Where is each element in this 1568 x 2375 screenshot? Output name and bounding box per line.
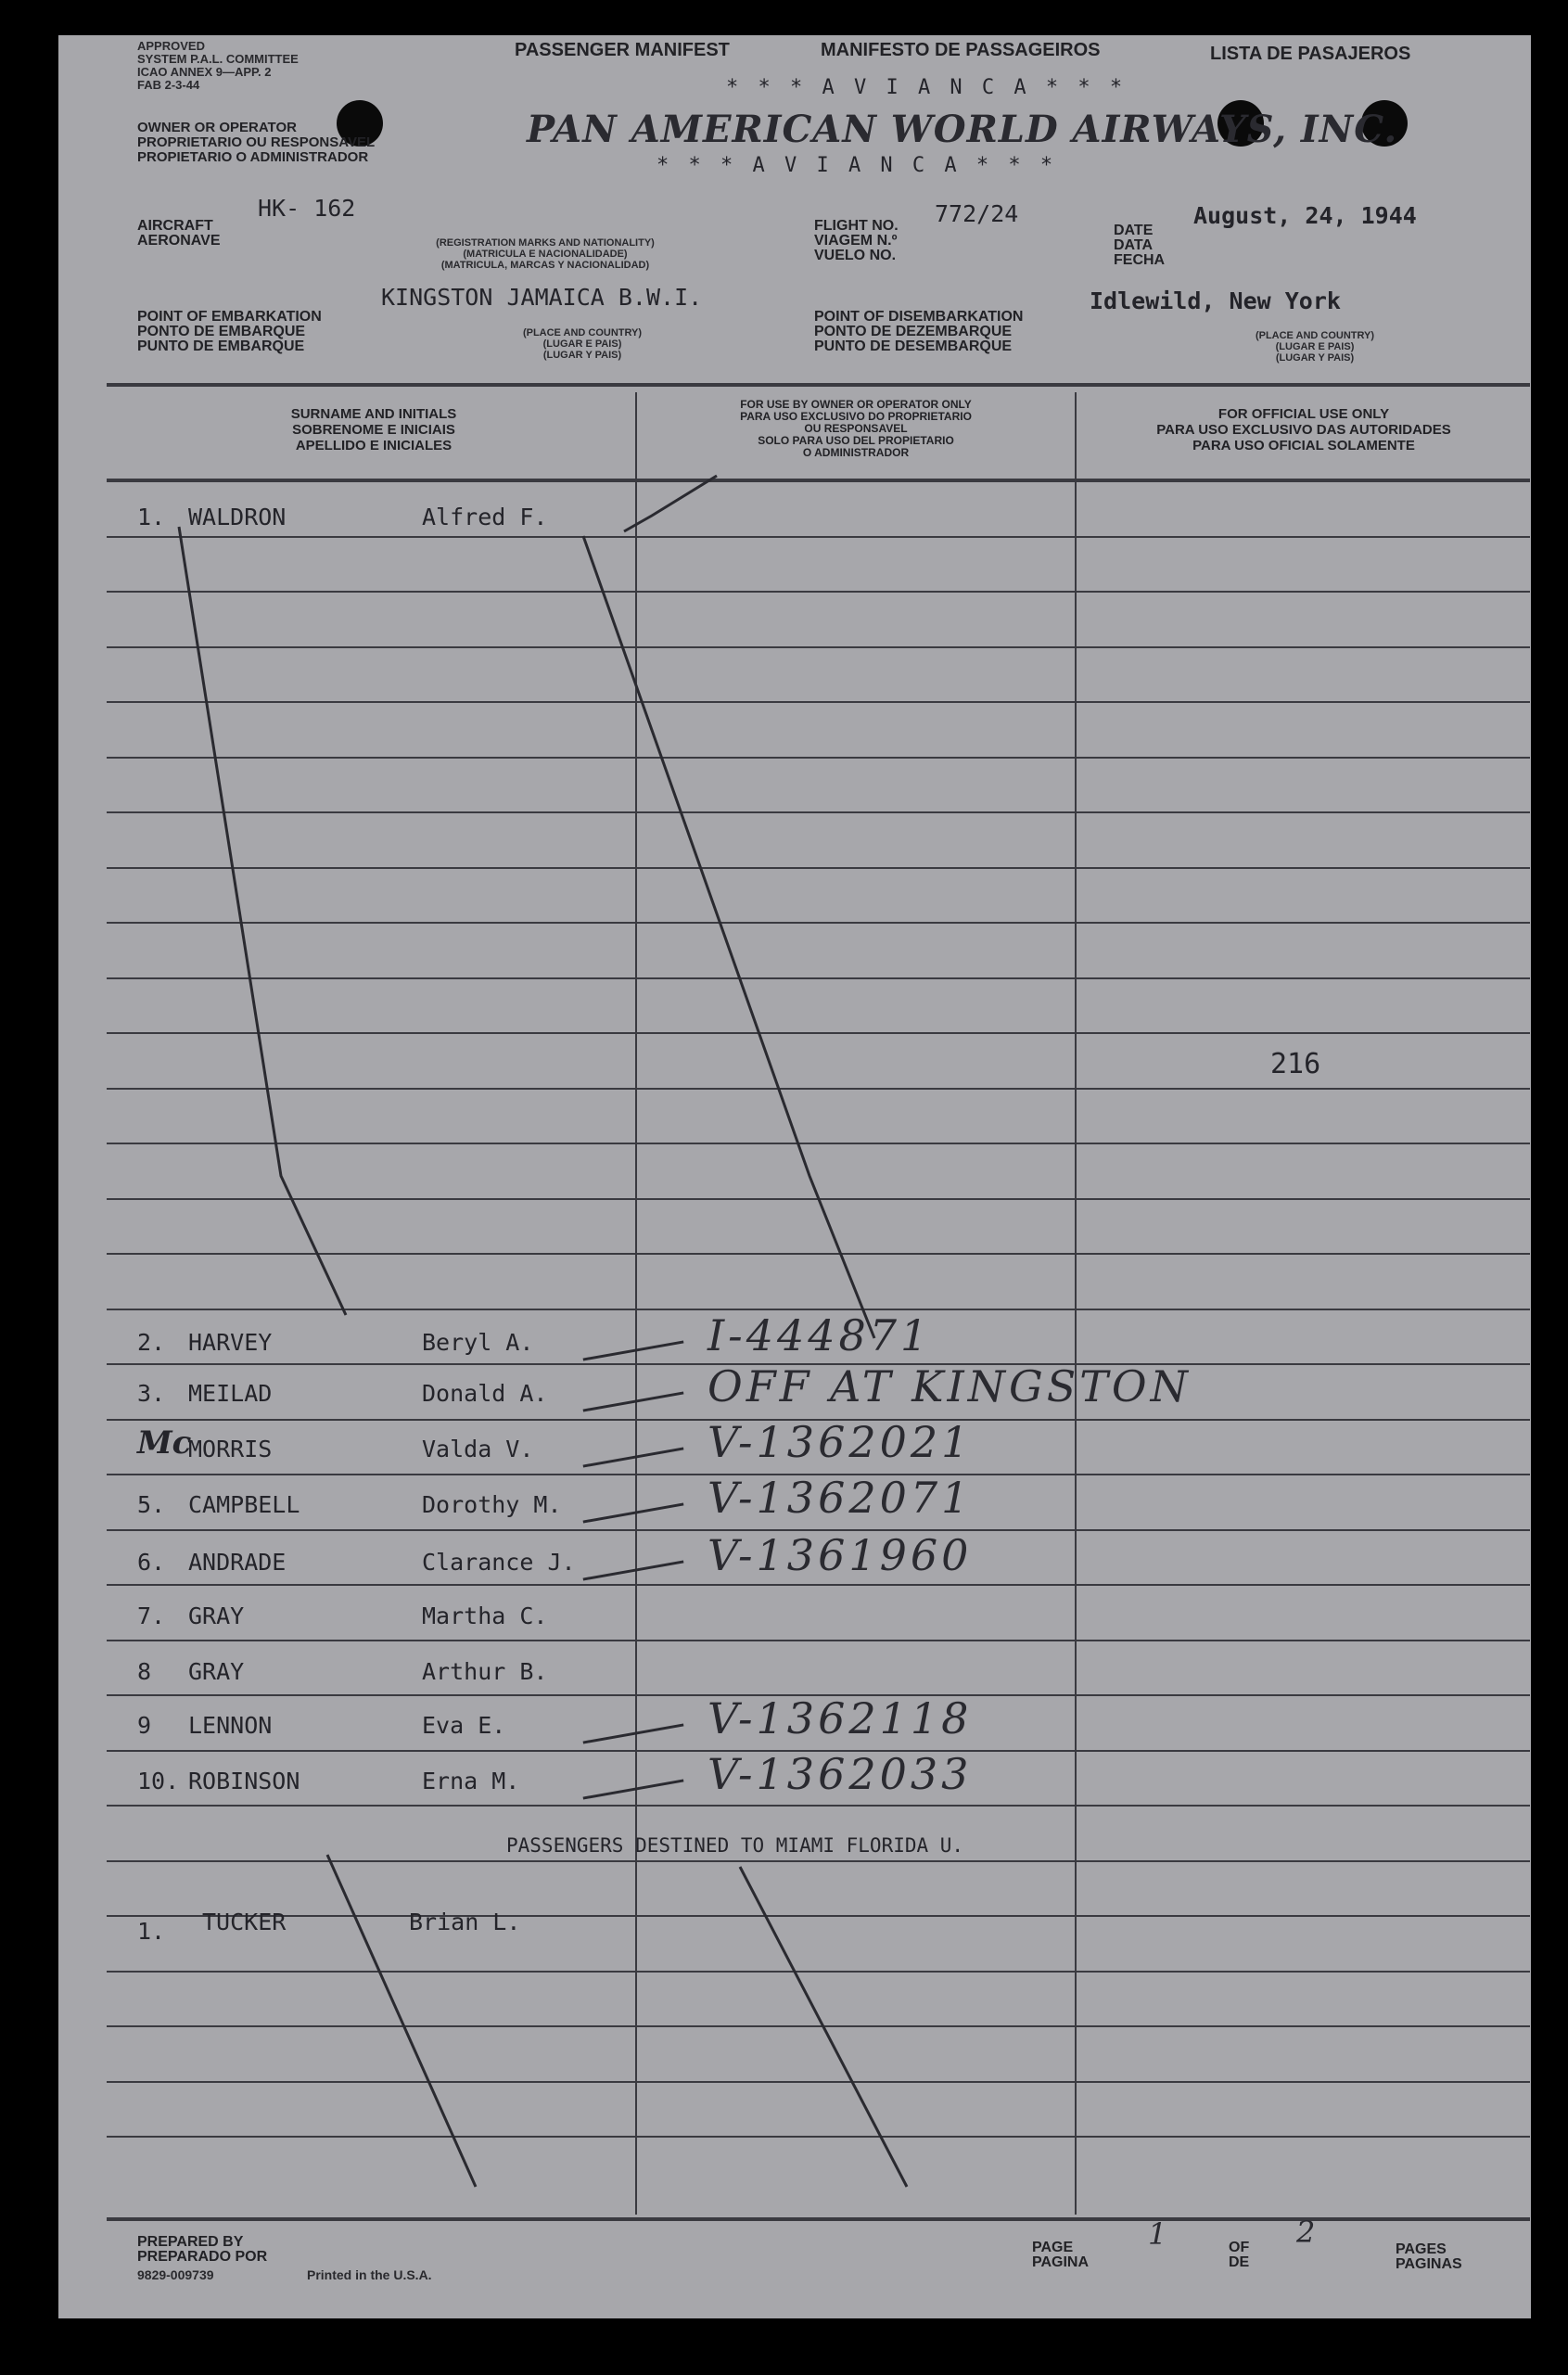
date-value: August, 24, 1944 — [1193, 202, 1417, 229]
passenger-given-name: Valda V. — [422, 1436, 534, 1462]
aircraft-sublabel-line: (MATRICULA E NACIONALIDADE) — [463, 249, 628, 260]
column-header-line: FOR OFFICIAL USE ONLY — [1217, 406, 1390, 422]
passenger-handwritten-note: V-1362071 — [708, 1473, 973, 1523]
column-header-line: SOBRENOME E INICIAIS — [292, 422, 455, 438]
of-label-line: DE — [1229, 2254, 1250, 2270]
passenger-number: 5. — [137, 1491, 166, 1518]
column-header-line: SOLO PARA USO DEL PROPIETARIO — [758, 434, 954, 447]
embarkation-label-line: POINT OF EMBARKATION — [137, 309, 322, 325]
aircraft-label-line: AIRCRAFT — [137, 218, 213, 234]
owner-label-line: PROPIETARIO O ADMINISTRADOR — [137, 149, 369, 165]
company-name: PAN AMERICAN WORLD AIRWAYS, INC. — [527, 108, 1398, 151]
page-label-line: PAGE — [1032, 2240, 1074, 2255]
avianca-top: * * * A V I A N C A * * * — [726, 76, 1127, 99]
flight-value: 772/24 — [935, 200, 1019, 227]
column-header-line: PARA USO EXCLUSIVO DAS AUTORIDADES — [1156, 422, 1451, 438]
miami-heading: PASSENGERS DESTINED TO MIAMI FLORIDA U. — [506, 1834, 964, 1857]
approval-line: ICAO ANNEX 9—APP. 2 — [137, 65, 272, 79]
column-header-line: OU RESPONSAVEL — [804, 422, 908, 435]
disembarkation-label-line: PONTO DE DEZEMBARQUE — [814, 324, 1013, 339]
date-label-line: FECHA — [1114, 252, 1166, 268]
passenger-surname: GRAY — [188, 1658, 245, 1685]
passenger-given-name: Eva E. — [422, 1712, 506, 1739]
disembarkation-value: Idlewild, New York — [1090, 287, 1341, 314]
prepared-label-line: PREPARED BY — [137, 2234, 244, 2250]
strike-line-left — [179, 527, 346, 1315]
total-pages: 2 — [1296, 2215, 1319, 2250]
embarkation-label-line: PUNTO DE EMBARQUE — [137, 338, 305, 354]
passenger-surname: TUCKER — [202, 1909, 287, 1935]
disembarkation-label-line: POINT OF DISEMBARKATION — [814, 309, 1024, 325]
disembarkation-sublabel-line: (PLACE AND COUNTRY) — [1255, 330, 1375, 341]
passenger-surname: CAMPBELL — [188, 1491, 300, 1518]
flight-label-line: FLIGHT NO. — [814, 218, 899, 234]
miami-strike-right — [740, 1867, 907, 2187]
passenger-given-name: Dorothy M. — [422, 1491, 562, 1518]
page-label — [1032, 2241, 1089, 2270]
manifest-sheet — [58, 35, 1531, 2318]
passenger-surname: HARVEY — [188, 1329, 273, 1356]
passenger-number: 7. — [137, 1602, 166, 1629]
passenger-surname: MORRIS — [188, 1436, 273, 1462]
aircraft-label-line: AERONAVE — [137, 233, 221, 249]
passenger-given-name: Erna M. — [422, 1768, 520, 1794]
date-label-line: DATE — [1114, 223, 1154, 238]
passenger-handwritten-note: V-1362021 — [708, 1417, 973, 1467]
column-header-line: SURNAME AND INITIALS — [290, 406, 457, 422]
disembarkation-sublabel-line: (LUGAR Y PAIS) — [1275, 352, 1355, 364]
passenger-handwritten-note: V-1362033 — [708, 1749, 973, 1799]
passenger-number: 6. — [137, 1549, 166, 1576]
passenger-number: 10. — [137, 1768, 180, 1794]
passenger-surname: ANDRADE — [188, 1549, 287, 1576]
check-mark — [624, 476, 717, 531]
passenger-surname: GRAY — [188, 1602, 245, 1629]
passenger-given-name: Clarance J. — [422, 1549, 576, 1576]
passenger-surname: LENNON — [188, 1712, 273, 1739]
strike-line-right — [583, 536, 874, 1338]
passenger-given-name: Alfred F. — [422, 504, 548, 530]
embarkation-sublabel-line: (LUGAR E PAIS) — [542, 338, 622, 350]
embarkation-label-line: PONTO DE EMBARQUE — [137, 324, 306, 339]
passenger-surname: WALDRON — [188, 504, 287, 530]
form-number: 9829-009739 — [137, 2267, 214, 2282]
title-pt: MANIFESTO DE PASSAGEIROS — [821, 40, 1101, 60]
date-label-line: DATA — [1114, 237, 1154, 253]
column-header-line: PARA USO OFICIAL SOLAMENTE — [1192, 438, 1415, 453]
prepared-label-line: PREPARADO POR — [137, 2249, 268, 2265]
approval-line: SYSTEM P.A.L. COMMITTEE — [137, 52, 299, 66]
column-header-line: APELLIDO E INICIALES — [295, 438, 453, 453]
page-number: 1 — [1148, 2216, 1171, 2252]
embarkation-sublabel-line: (LUGAR Y PAIS) — [542, 350, 622, 361]
pages-label-line: PAGES — [1396, 2241, 1447, 2257]
passenger-number: 1. — [137, 504, 166, 530]
title-es: LISTA DE PASAJEROS — [1210, 44, 1411, 64]
passenger-given-name: Brian L. — [409, 1909, 521, 1935]
passenger-number: 8 — [137, 1658, 152, 1685]
handwritten-marks — [58, 35, 1531, 2318]
passenger-given-name: Donald A. — [422, 1380, 548, 1407]
aircraft-sublabel-line: (REGISTRATION MARKS AND NATIONALITY) — [436, 237, 655, 249]
column-header-line: O ADMINISTRADOR — [802, 446, 910, 459]
passenger-handwritten-note: V-1362118 — [708, 1693, 973, 1743]
avianca-bottom: * * * A V I A N C A * * * — [657, 154, 1057, 177]
disembarkation-label-line: PUNTO DE DESEMBARQUE — [814, 338, 1013, 354]
approval-line: FAB 2-3-44 — [137, 78, 200, 92]
embarkation-value: KINGSTON JAMAICA B.W.I. — [381, 284, 703, 311]
embarkation-sublabel-line: (PLACE AND COUNTRY) — [522, 327, 643, 338]
prepared-label — [137, 2235, 267, 2265]
aircraft-value: HK- 162 — [258, 195, 356, 222]
passenger-number: Mc — [137, 1424, 192, 1462]
passenger-given-name: Martha C. — [422, 1602, 548, 1629]
miami-strike-left — [327, 1855, 476, 2187]
passenger-surname: MEILAD — [188, 1380, 273, 1407]
owner-label-line: PROPRIETARIO OU RESPONSAVEL — [137, 134, 376, 150]
passenger-given-name: Arthur B. — [422, 1658, 548, 1685]
of-label — [1229, 2241, 1249, 2270]
of-label-line: OF — [1229, 2240, 1250, 2255]
printed-note: Printed in the U.S.A. — [307, 2267, 432, 2282]
passenger-handwritten-note: OFF AT KINGSTON — [708, 1361, 1192, 1411]
passenger-surname: ROBINSON — [188, 1768, 300, 1794]
aircraft-sublabel-line: (MATRICULA, MARCAS Y NACIONALIDAD) — [440, 260, 650, 271]
passenger-handwritten-note: V-1361960 — [708, 1530, 973, 1580]
pages-label-line: PAGINAS — [1396, 2256, 1462, 2272]
passenger-number: 9 — [137, 1712, 152, 1739]
passenger-number: 3. — [137, 1380, 166, 1407]
title-en: PASSENGER MANIFEST — [515, 40, 730, 60]
owner-label-line: OWNER OR OPERATOR — [137, 120, 297, 135]
column-header-line: PARA USO EXCLUSIVO DO PROPRIETARIO — [740, 410, 972, 423]
pages-label — [1396, 2242, 1462, 2272]
column-header-line: FOR USE BY OWNER OR OPERATOR ONLY — [740, 398, 972, 411]
passenger-number: 1. — [137, 1918, 166, 1945]
passenger-number: 2. — [137, 1329, 166, 1356]
flight-label-line: VUELO NO. — [814, 248, 897, 263]
flight-label-line: VIAGEM N.º — [814, 233, 898, 249]
page-label-line: PAGINA — [1032, 2254, 1090, 2270]
disembarkation-sublabel-line: (LUGAR E PAIS) — [1275, 341, 1355, 352]
official-number: 216 — [1270, 1048, 1321, 1080]
approval-line: APPROVED — [137, 39, 205, 53]
passenger-given-name: Beryl A. — [422, 1329, 534, 1356]
passenger-handwritten-note: I-444871 — [708, 1310, 932, 1360]
